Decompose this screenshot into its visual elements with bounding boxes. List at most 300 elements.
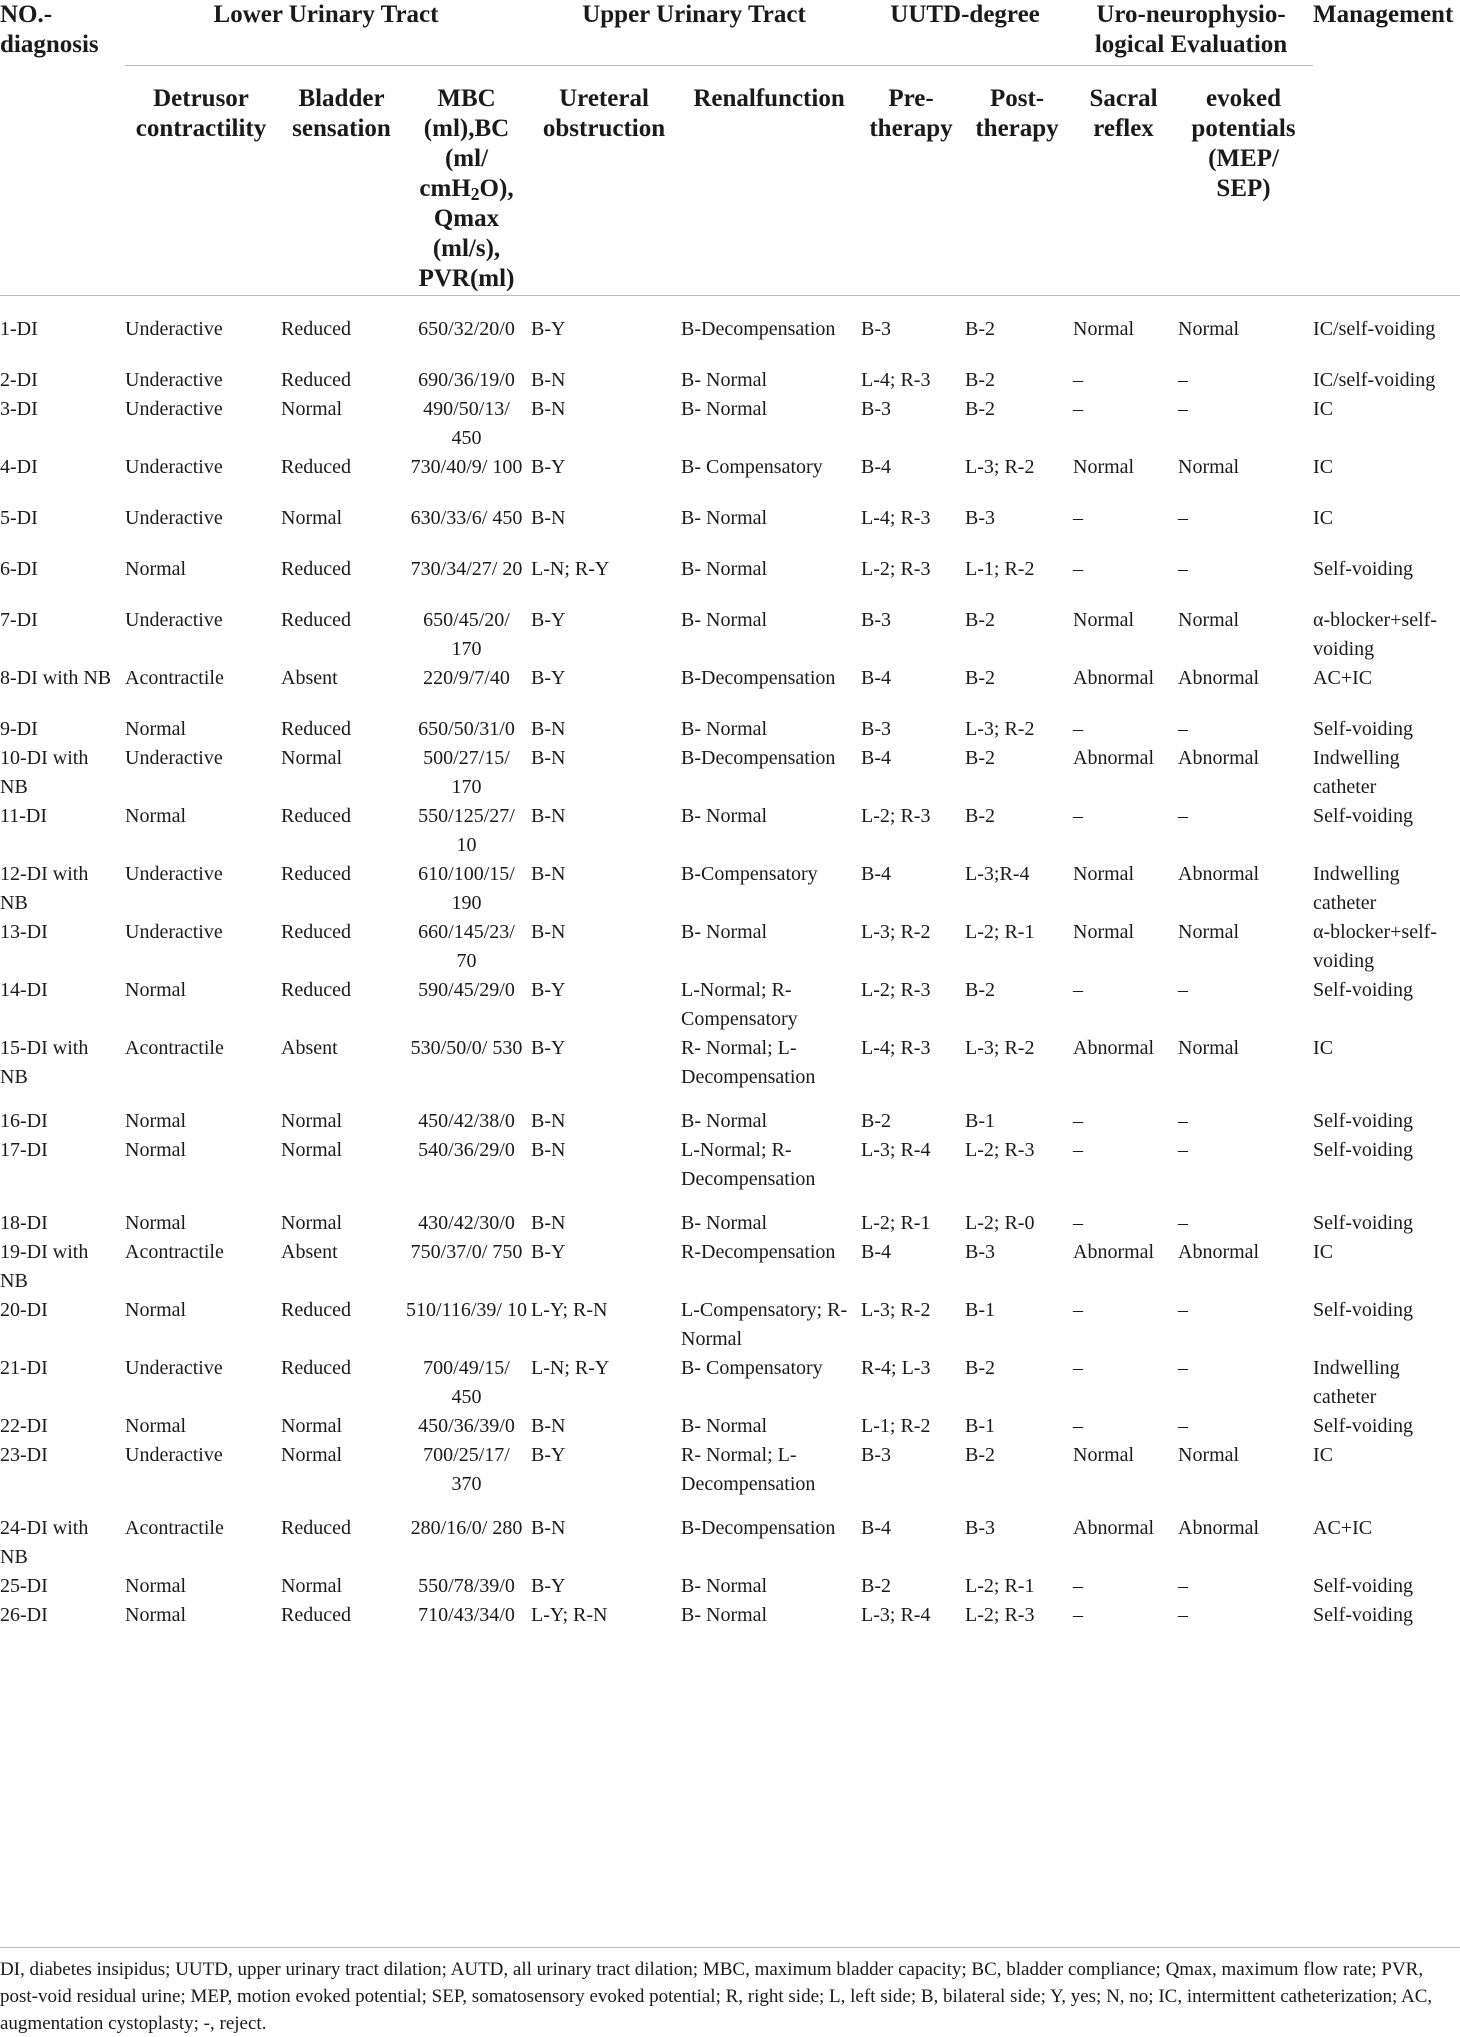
cell-diagnosis: 17-DI: [0, 1138, 48, 1161]
cell-pre: L-1; R-2: [861, 1414, 931, 1437]
cell-bladder: Normal: [281, 1443, 343, 1466]
cell-management: α-blocker+self-voiding: [1313, 608, 1437, 660]
cell-ureteral: B-Y: [531, 666, 566, 689]
cell-detrusor: Normal: [125, 1138, 187, 1161]
cell-sacral: –: [1073, 978, 1084, 1001]
cell-post: B-1: [965, 1109, 996, 1132]
header-no-diagnosis: NO.-diagnosis: [0, 1, 99, 58]
cell-evoked: –: [1178, 1603, 1189, 1626]
cell-sacral: Abnormal: [1073, 1036, 1155, 1059]
cell-pre: B-4: [861, 455, 892, 478]
table-row: [0, 976, 1460, 1034]
cell-management: IC: [1313, 455, 1334, 478]
cell-pre: L-3; R-2: [861, 920, 931, 943]
cell-management: Self-voiding: [1313, 1211, 1414, 1234]
cell-renal: B- Normal: [681, 608, 768, 631]
cell-mbc: 450/42/38/0: [418, 1109, 515, 1132]
cell-post: B-1: [965, 1414, 996, 1437]
cell-mbc: 650/45/20/ 170: [423, 608, 510, 660]
cell-post: B-2: [965, 1443, 996, 1466]
cell-management: Self-voiding: [1313, 1298, 1414, 1321]
cell-evoked: –: [1178, 1298, 1189, 1321]
cell-evoked: Normal: [1178, 455, 1240, 478]
cell-post: L-3; R-2: [965, 455, 1035, 478]
cell-ureteral: B-Y: [531, 455, 566, 478]
cell-post: L-2; R-1: [965, 1574, 1035, 1597]
cell-post: B-2: [965, 978, 996, 1001]
cell-pre: L-2; R-3: [861, 557, 931, 580]
cell-mbc: 610/100/15/ 190: [418, 862, 515, 914]
cell-ureteral: B-N: [531, 1109, 566, 1132]
cell-mbc: 280/16/0/ 280: [410, 1516, 523, 1539]
cell-detrusor: Acontractile: [125, 1240, 224, 1263]
cell-bladder: Normal: [281, 746, 343, 769]
header-spacer: [0, 66, 125, 296]
cell-detrusor: Normal: [125, 1298, 187, 1321]
cell-renal: B- Compensatory: [681, 455, 823, 478]
cell-bladder: Reduced: [281, 1356, 351, 1379]
cell-mbc: 650/50/31/0: [418, 717, 515, 740]
cell-pre: B-4: [861, 1516, 892, 1539]
cell-pre: B-2: [861, 1574, 892, 1597]
header-uro-neurophysiological: Uro-neurophysio-logical Evaluation: [1073, 0, 1313, 66]
cell-sacral: –: [1073, 804, 1084, 827]
cell-management: AC+IC: [1313, 666, 1373, 689]
cell-evoked: Normal: [1178, 1443, 1240, 1466]
header-renal-function: Renalfunction: [681, 66, 861, 296]
cell-management: Self-voiding: [1313, 804, 1414, 827]
cell-detrusor: Normal: [125, 717, 187, 740]
cell-management: Indwelling catheter: [1313, 746, 1400, 798]
cell-renal: B- Normal: [681, 1603, 768, 1626]
cell-management: IC: [1313, 397, 1334, 420]
cell-post: L-3;R-4: [965, 862, 1030, 885]
cell-ureteral: B-N: [531, 746, 566, 769]
header-sacral-reflex: Sacral reflex: [1073, 66, 1178, 296]
cell-ureteral: B-Y: [531, 1443, 566, 1466]
cell-ureteral: B-N: [531, 368, 566, 391]
cell-mbc: 510/116/39/ 10: [406, 1298, 527, 1321]
cell-pre: L-4; R-3: [861, 1036, 931, 1059]
cell-bladder: Normal: [281, 1211, 343, 1234]
cell-detrusor: Normal: [125, 1211, 187, 1234]
cell-evoked: Abnormal: [1178, 746, 1260, 769]
cell-bladder: Reduced: [281, 804, 351, 827]
table-row: [0, 606, 1460, 664]
cell-sacral: –: [1073, 397, 1084, 420]
cell-diagnosis: 6-DI: [0, 557, 38, 580]
cell-mbc: 700/49/15/ 450: [423, 1356, 510, 1408]
cell-post: B-2: [965, 397, 996, 420]
cell-post: B-3: [965, 1516, 996, 1539]
cell-pre: R-4; L-3: [861, 1356, 931, 1379]
cell-detrusor: Underactive: [125, 920, 223, 943]
cell-renal: L-Normal; R-Decompensation: [681, 1138, 816, 1190]
cell-detrusor: Underactive: [125, 368, 223, 391]
cell-bladder: Normal: [281, 1414, 343, 1437]
header-lower-urinary-tract: Lower Urinary Tract: [125, 0, 531, 66]
cell-detrusor: Underactive: [125, 397, 223, 420]
cell-sacral: –: [1073, 1356, 1084, 1379]
cell-diagnosis: 8-DI with NB: [0, 666, 112, 689]
cell-management: Self-voiding: [1313, 1414, 1414, 1437]
cell-evoked: Normal: [1178, 1036, 1240, 1059]
cell-management: IC: [1313, 1240, 1334, 1263]
cell-diagnosis: 5-DI: [0, 506, 38, 529]
cell-pre: B-4: [861, 862, 892, 885]
cell-post: B-2: [965, 368, 996, 391]
cell-diagnosis: 1-DI: [0, 318, 38, 340]
cell-post: B-2: [965, 804, 996, 827]
cell-pre: B-2: [861, 1109, 892, 1132]
cell-renal: B- Normal: [681, 717, 768, 740]
cell-detrusor: Normal: [125, 1109, 187, 1132]
cell-renal: B-Decompensation: [681, 318, 836, 340]
cell-renal: B-Decompensation: [681, 1516, 836, 1539]
cell-bladder: Reduced: [281, 862, 351, 885]
cell-mbc: 730/40/9/ 100: [410, 455, 523, 478]
cell-sacral: –: [1073, 506, 1084, 529]
cell-ureteral: B-N: [531, 397, 566, 420]
cell-evoked: –: [1178, 717, 1189, 740]
cell-renal: L-Compensatory; R-Normal: [681, 1298, 848, 1350]
cell-post: L-1; R-2: [965, 557, 1035, 580]
table-row: [0, 744, 1460, 802]
cell-ureteral: B-Y: [531, 1240, 566, 1263]
header-upper-urinary-tract: Upper Urinary Tract: [531, 0, 861, 66]
cell-ureteral: B-Y: [531, 608, 566, 631]
cell-renal: B- Normal: [681, 557, 768, 580]
cell-mbc: 660/145/23/ 70: [418, 920, 515, 972]
cell-ureteral: B-Y: [531, 318, 566, 340]
cell-post: L-2; R-3: [965, 1138, 1035, 1161]
cell-evoked: –: [1178, 397, 1189, 420]
header-mbc-subscript: 2: [470, 184, 480, 204]
cell-pre: B-3: [861, 318, 892, 340]
table-row: [0, 296, 1460, 366]
cell-pre: B-3: [861, 717, 892, 740]
cell-diagnosis: 25-DI: [0, 1574, 48, 1597]
cell-ureteral: B-Y: [531, 1036, 566, 1059]
header-detrusor-contractility: Detrusor contractility: [125, 66, 281, 296]
cell-ureteral: B-N: [531, 804, 566, 827]
header-pre-therapy: Pre-therapy: [861, 66, 965, 296]
cell-detrusor: Underactive: [125, 862, 223, 885]
cell-diagnosis: 21-DI: [0, 1356, 48, 1379]
cell-evoked: –: [1178, 506, 1189, 529]
cell-pre: B-4: [861, 746, 892, 769]
cell-post: B-2: [965, 746, 996, 769]
cell-bladder: Reduced: [281, 608, 351, 631]
cell-evoked: –: [1178, 1211, 1189, 1234]
cell-pre: B-4: [861, 666, 892, 689]
cell-ureteral: B-N: [531, 920, 566, 943]
cell-management: IC/self-voiding: [1313, 318, 1436, 340]
cell-renal: B- Normal: [681, 397, 768, 420]
cell-renal: B- Normal: [681, 804, 768, 827]
header-mbc: [406, 66, 531, 296]
header-mbc-part2: O), Qmax (ml/s), PVR(ml): [418, 175, 515, 292]
cell-sacral: Abnormal: [1073, 666, 1155, 689]
cell-detrusor: Normal: [125, 978, 187, 1001]
header-uutd-degree: UUTD-degree: [861, 0, 1073, 66]
cell-mbc: 490/50/13/ 450: [423, 397, 510, 449]
cell-evoked: Abnormal: [1178, 666, 1260, 689]
cell-ureteral: B-N: [531, 717, 566, 740]
cell-diagnosis: 11-DI: [0, 804, 48, 827]
cell-diagnosis: 19-DI with NB: [0, 1240, 89, 1292]
cell-post: L-2; R-0: [965, 1211, 1035, 1234]
table-row: [0, 1601, 1460, 1630]
cell-detrusor: Normal: [125, 804, 187, 827]
cell-evoked: Normal: [1178, 920, 1240, 943]
cell-diagnosis: 24-DI with NB: [0, 1516, 89, 1568]
cell-sacral: Normal: [1073, 608, 1135, 631]
cell-mbc: 700/25/17/ 370: [423, 1443, 510, 1495]
cell-bladder: Reduced: [281, 978, 351, 1001]
cell-diagnosis: 12-DI with NB: [0, 862, 89, 914]
table-row: [0, 453, 1460, 504]
header-bladder-sensation: Bladder sensation: [281, 66, 406, 296]
cell-mbc: 690/36/19/0: [418, 368, 515, 391]
cell-evoked: Abnormal: [1178, 1240, 1260, 1263]
cell-management: Self-voiding: [1313, 557, 1414, 580]
cell-pre: L-3; R-4: [861, 1603, 931, 1626]
cell-mbc: 630/33/6/ 450: [410, 506, 523, 529]
cell-pre: L-4; R-3: [861, 506, 931, 529]
cell-renal: R- Normal; L-Decompensation: [681, 1036, 816, 1088]
cell-sacral: –: [1073, 1109, 1084, 1132]
cell-pre: L-2; R-3: [861, 978, 931, 1001]
cell-evoked: –: [1178, 978, 1189, 1001]
cell-management: Self-voiding: [1313, 1603, 1414, 1626]
table-row: [0, 504, 1460, 555]
cell-bladder: Reduced: [281, 1603, 351, 1626]
cell-diagnosis: 13-DI: [0, 920, 48, 943]
cell-pre: B-4: [861, 1240, 892, 1263]
cell-bladder: Absent: [281, 1240, 338, 1263]
header-mbc-part1: MBC (ml),BC (ml/ cmH: [419, 85, 510, 202]
cell-detrusor: Normal: [125, 1603, 187, 1626]
table-row: [0, 555, 1460, 606]
cell-sacral: Normal: [1073, 455, 1135, 478]
table-row: [0, 1107, 1460, 1136]
header-ureteral-obstruction: Ureteral obstruction: [531, 66, 681, 296]
header-evoked-potentials: evoked potentials (MEP/ SEP): [1178, 66, 1313, 296]
cell-management: Self-voiding: [1313, 1574, 1414, 1597]
cell-sacral: Normal: [1073, 862, 1135, 885]
cell-detrusor: Underactive: [125, 455, 223, 478]
cell-sacral: –: [1073, 368, 1084, 391]
cell-ureteral: L-N; R-Y: [531, 1356, 610, 1379]
cell-renal: R-Decompensation: [681, 1240, 836, 1263]
cell-renal: B-Decompensation: [681, 666, 836, 689]
cell-bladder: Absent: [281, 1036, 338, 1059]
cell-post: B-2: [965, 318, 996, 340]
cell-renal: B- Normal: [681, 1211, 768, 1234]
cell-post: B-2: [965, 608, 996, 631]
cell-ureteral: B-N: [531, 862, 566, 885]
cell-evoked: –: [1178, 1109, 1189, 1132]
cell-bladder: Reduced: [281, 557, 351, 580]
cell-mbc: 530/50/0/ 530: [410, 1036, 523, 1059]
cell-diagnosis: 26-DI: [0, 1603, 48, 1626]
cell-detrusor: Underactive: [125, 608, 223, 631]
cell-mbc: 450/36/39/0: [418, 1414, 515, 1437]
cell-pre: B-3: [861, 1443, 892, 1466]
cell-renal: B- Normal: [681, 1574, 768, 1597]
cell-evoked: –: [1178, 804, 1189, 827]
cell-sacral: Normal: [1073, 920, 1135, 943]
cell-diagnosis: 10-DI with NB: [0, 746, 89, 798]
cell-post: L-3; R-2: [965, 1036, 1035, 1059]
table-row: [0, 1354, 1460, 1412]
cell-mbc: 430/42/30/0: [418, 1211, 515, 1234]
cell-sacral: –: [1073, 1138, 1084, 1161]
table-row: [0, 1514, 1460, 1572]
table-row: [0, 1238, 1460, 1296]
cell-post: B-2: [965, 666, 996, 689]
cell-sacral: Abnormal: [1073, 1516, 1155, 1539]
cell-sacral: –: [1073, 1414, 1084, 1437]
cell-detrusor: Underactive: [125, 746, 223, 769]
cell-diagnosis: 4-DI: [0, 455, 38, 478]
cell-evoked: Abnormal: [1178, 1516, 1260, 1539]
cell-sacral: Abnormal: [1073, 746, 1155, 769]
table-row: [0, 1441, 1460, 1514]
cell-detrusor: Underactive: [125, 318, 223, 340]
cell-pre: L-2; R-3: [861, 804, 931, 827]
cell-sacral: –: [1073, 1603, 1084, 1626]
cell-renal: B- Normal: [681, 920, 768, 943]
cell-ureteral: B-N: [531, 1138, 566, 1161]
cell-evoked: –: [1178, 557, 1189, 580]
cell-management: Indwelling catheter: [1313, 862, 1400, 914]
cell-ureteral: L-Y; R-N: [531, 1603, 608, 1626]
cell-renal: R- Normal; L-Decompensation: [681, 1443, 816, 1495]
cell-diagnosis: 7-DI: [0, 608, 38, 631]
cell-post: B-3: [965, 506, 996, 529]
cell-detrusor: Underactive: [125, 1356, 223, 1379]
cell-mbc: 710/43/34/0: [418, 1603, 515, 1626]
cell-sacral: Normal: [1073, 318, 1135, 340]
cell-renal: B-Decompensation: [681, 746, 836, 769]
cell-detrusor: Acontractile: [125, 666, 224, 689]
cell-post: B-1: [965, 1298, 996, 1321]
table-row: [0, 1296, 1460, 1354]
cell-mbc: 550/125/27/ 10: [418, 804, 515, 856]
cell-diagnosis: 15-DI with NB: [0, 1036, 89, 1088]
cell-renal: L-Normal; R-Compensatory: [681, 978, 798, 1030]
cell-ureteral: B-N: [531, 1211, 566, 1234]
cell-pre: L-4; R-3: [861, 368, 931, 391]
table-row: [0, 395, 1460, 453]
cell-management: Self-voiding: [1313, 1109, 1414, 1132]
cell-mbc: 590/45/29/0: [418, 978, 515, 1001]
table-row: [0, 1136, 1460, 1209]
cell-ureteral: B-Y: [531, 1574, 566, 1597]
cell-bladder: Reduced: [281, 1298, 351, 1321]
table-row: [0, 802, 1460, 860]
cell-sacral: –: [1073, 1574, 1084, 1597]
cell-management: AC+IC: [1313, 1516, 1373, 1539]
cell-evoked: –: [1178, 368, 1189, 391]
table-row: [0, 1209, 1460, 1238]
cell-ureteral: L-N; R-Y: [531, 557, 610, 580]
cell-pre: B-3: [861, 608, 892, 631]
cell-evoked: Normal: [1178, 608, 1240, 631]
cell-sacral: –: [1073, 1298, 1084, 1321]
cell-sacral: –: [1073, 717, 1084, 740]
cell-sacral: –: [1073, 1211, 1084, 1234]
cell-renal: B-Compensatory: [681, 862, 818, 885]
cell-pre: L-3; R-2: [861, 1298, 931, 1321]
cell-detrusor: Acontractile: [125, 1036, 224, 1059]
cell-detrusor: Acontractile: [125, 1516, 224, 1539]
cell-ureteral: B-N: [531, 506, 566, 529]
cell-bladder: Reduced: [281, 368, 351, 391]
cell-bladder: Normal: [281, 397, 343, 420]
cell-renal: B- Normal: [681, 368, 768, 391]
table-row: [0, 715, 1460, 744]
cell-diagnosis: 3-DI: [0, 397, 38, 420]
cell-bladder: Reduced: [281, 717, 351, 740]
cell-bladder: Normal: [281, 1574, 343, 1597]
cell-evoked: –: [1178, 1138, 1189, 1161]
cell-ureteral: B-N: [531, 1516, 566, 1539]
cell-mbc: 220/9/7/40: [423, 666, 510, 689]
cell-bladder: Normal: [281, 506, 343, 529]
table-header: [0, 0, 1460, 296]
cell-sacral: –: [1073, 557, 1084, 580]
cell-management: IC/self-voiding: [1313, 368, 1436, 391]
table-row: [0, 860, 1460, 918]
cell-diagnosis: 18-DI: [0, 1211, 48, 1234]
cell-bladder: Reduced: [281, 920, 351, 943]
cell-management: Self-voiding: [1313, 1138, 1414, 1161]
header-post-therapy: Post-therapy: [965, 66, 1073, 296]
table-row: [0, 1412, 1460, 1441]
cell-ureteral: B-N: [531, 1414, 566, 1437]
cell-evoked: Abnormal: [1178, 862, 1260, 885]
cell-post: B-3: [965, 1240, 996, 1263]
cell-diagnosis: 14-DI: [0, 978, 48, 1001]
header-spacer: [1313, 66, 1460, 296]
table-row: [0, 664, 1460, 715]
cell-management: IC: [1313, 1443, 1334, 1466]
cell-pre: B-3: [861, 397, 892, 420]
cell-management: Indwelling catheter: [1313, 1356, 1400, 1408]
cell-evoked: –: [1178, 1414, 1189, 1437]
table-row: [0, 918, 1460, 976]
cell-evoked: –: [1178, 1574, 1189, 1597]
cell-sacral: Normal: [1073, 1443, 1135, 1466]
cell-diagnosis: 23-DI: [0, 1443, 48, 1466]
cell-post: B-2: [965, 1356, 996, 1379]
header-management: Management: [1313, 1, 1454, 28]
cell-detrusor: Underactive: [125, 1443, 223, 1466]
cell-renal: B- Normal: [681, 1109, 768, 1132]
cell-evoked: Normal: [1178, 318, 1240, 340]
cell-diagnosis: 22-DI: [0, 1414, 48, 1437]
cell-detrusor: Normal: [125, 1574, 187, 1597]
cell-renal: B- Normal: [681, 506, 768, 529]
cell-mbc: 540/36/29/0: [418, 1138, 515, 1161]
cell-bladder: Reduced: [281, 318, 351, 340]
table-body: [0, 296, 1460, 1630]
table-row: [0, 366, 1460, 395]
cell-detrusor: Underactive: [125, 506, 223, 529]
